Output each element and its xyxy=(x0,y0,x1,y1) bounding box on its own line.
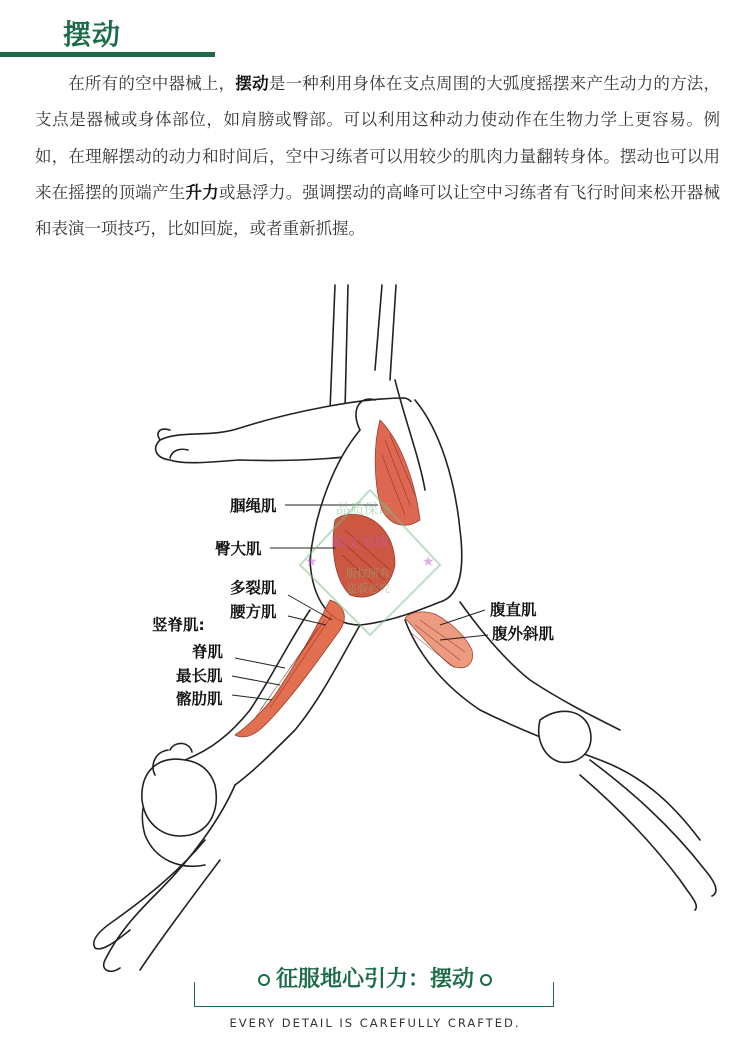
label-erector-title: 竖脊肌: xyxy=(152,616,205,634)
right-arm-2 xyxy=(580,775,696,910)
right-arm-1 xyxy=(590,760,716,896)
paragraph-text-2: 是一种利用身体在支点周围的大弧度摇摆来产生动力的方法，支点是器械或身体部位，如肩膀或臀部。可以利用这种动力使动作在生物力学上更容易。例如，在理解摆动的动力和时间后，空中习练者可以用较少的肌肉力量翻转身体。摆动也可以用来在摇摆的顶端产生 xyxy=(35,74,721,202)
footer-title-text: 征服地心引力：摆动 xyxy=(275,967,474,992)
strap-right xyxy=(375,285,396,380)
title-underline xyxy=(0,52,215,57)
label-external-oblique: 腹外斜肌 xyxy=(492,625,555,643)
label-rectus-abdominis: 腹直肌 xyxy=(490,601,537,619)
label-longissimus: 最长肌 xyxy=(176,667,223,685)
right-dot-icon xyxy=(480,974,492,986)
svg-text:★: ★ xyxy=(305,554,318,570)
watermark-line-2: 翰文书城 xyxy=(332,535,388,551)
watermark-line-4: 盗版必究 xyxy=(346,582,390,595)
label-multifidus: 多裂肌 xyxy=(230,579,277,597)
section-header xyxy=(0,0,215,60)
left-dot-icon xyxy=(258,974,270,986)
footer-title xyxy=(0,962,750,993)
paragraph-bold-swing: 摆动 xyxy=(235,74,269,93)
footer-subtitle: EVERY DETAIL IS CAREFULLY CRAFTED. xyxy=(229,1016,521,1030)
svg-text:★: ★ xyxy=(422,554,435,570)
body-paragraph xyxy=(35,66,720,247)
paragraph-text-3: 或悬浮力。强调摆动的高峰可以让空中习练者有飞行时间来松开器械和表演一项技巧，比如回旋，或者重新抓握。 xyxy=(35,182,721,239)
label-gluteus: 臀大肌 xyxy=(215,540,262,558)
strap-left xyxy=(330,285,348,410)
label-quadratus: 腰方肌 xyxy=(230,603,277,621)
label-spinalis: 脊肌 xyxy=(192,643,224,661)
right-head xyxy=(539,711,591,762)
watermark-line-3: 版权所有 xyxy=(346,567,390,580)
paragraph-text-1: 在所有的空中器械上， xyxy=(68,74,236,93)
label-hamstring: 腘绳肌 xyxy=(230,497,277,515)
section-title: 摆动 xyxy=(63,18,122,51)
paragraph-bold-lift: 升力 xyxy=(185,182,219,202)
label-iliocostalis: 髂肋肌 xyxy=(176,690,223,708)
watermark-line-1: 品质保证 xyxy=(336,502,392,518)
